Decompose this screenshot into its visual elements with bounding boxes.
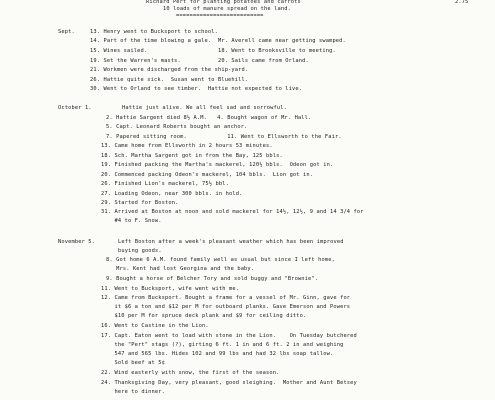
header-line-2: 10 loads of manure spread on the land.	[163, 6, 291, 12]
november-entry: 9. Bought a horse of Belcher Tory and sold buggy and "Brownie".	[106, 276, 319, 282]
october-entry: 7. Papered sitting room. 11. Went to Ellsworth to the Fair.	[106, 134, 342, 140]
november-entry: 8. Got home 6 A.M. found family well as usual but since I left home,	[106, 257, 335, 263]
september-entry: 26. Hattie quite sick. Susan went to Bluehill.	[90, 77, 249, 83]
november-entry: $10 per M for spruce deck plank and $9 for ceiling ditto.	[101, 313, 307, 319]
september-entry: 14. Part of the time blowing a gale. Mr. Averell came near getting swamped.	[90, 38, 346, 44]
november-month-label: November 5.	[58, 239, 96, 245]
november-entry: 11. Went to Bucksport, wife went with me.	[101, 286, 240, 292]
october-entry: 5. Capt. Leonard Roberts bought an anchor.	[106, 124, 248, 130]
november-entry: Mrs. Kent had lost Georgina and the baby.	[106, 266, 255, 272]
november-entry: 16. Went to Castine in the Lion.	[101, 323, 209, 329]
november-entry: Left Boston after a week's pleasant weather which has been improved	[118, 239, 344, 245]
september-entry: 21. Workmen were discharged from the ship-yard.	[90, 67, 249, 73]
october-entry: 19. Finished packing the Martha's mackerel, 120½ bbls. Odeon got in.	[101, 162, 334, 168]
header-line-1: Richard Pert for planting potatoes and carrots	[146, 0, 301, 5]
october-entry: 31. Arrived at Boston at noon and sold mackerel for 14½, 12½, 9 and 14 3/4 for	[101, 209, 364, 215]
november-entry: the "Pert" stags (?), girting 6 ft. 1 in and 6 ft. 2 in and weighing	[101, 342, 344, 348]
november-entry: 17. Capt. Eaton went to load with stone in the Lion. On Tuesday butchered	[101, 333, 357, 339]
october-entry: 29. Started for Boston.	[101, 200, 179, 206]
october-entry: Hattie just alive. We all feel sad and sorrowful.	[122, 105, 287, 111]
header-amount: 2.75	[455, 0, 469, 5]
september-entry: 30. Went to Orland to see timber. Hattie not expected to live.	[90, 86, 303, 92]
october-entry: 20. Commenced packing Odeon's mackerel, 104 bbls. Lion got in.	[101, 172, 314, 178]
october-entry: 2. Hattie Sargent died 8½ A.M. 4. Bought wagon of Mr. Hall.	[106, 115, 312, 121]
november-entry: here to dinner.	[101, 389, 165, 395]
october-entry: 27. Loading Odeon, near 300 bbls. in hold.	[101, 191, 243, 197]
october-entry: 13. Came home from Ellsworth in 2 hours 53 minutes.	[101, 143, 273, 149]
october-entry: 26. Finished Lion's mackerel, 75½ bbl.	[101, 181, 229, 187]
november-entry: 24. Thanksgiving Day, very pleasant, good sleighing. Mother and Aunt Betsey	[101, 380, 357, 386]
november-entry: 547 and 565 lbs. Hides 102 and 99 lbs and had 32 lbs soap tallow.	[101, 351, 334, 357]
october-entry: 18. Sch. Martha Sargent got in from the Bay, 125 bbls.	[101, 153, 283, 159]
november-entry: 22. Wind easterly with snow, the first of the season.	[101, 370, 280, 376]
header-divider: ==========================	[176, 13, 264, 19]
october-entry: #4 to F. Snow.	[101, 218, 162, 224]
september-entry: 13. Henry went to Bucksport to school.	[90, 29, 218, 35]
september-entry: 15. Wines sailed. 18. Went to Brooksville to meeting.	[90, 48, 336, 54]
september-month-label: Sept.	[58, 29, 75, 35]
november-entry: 12. Came from Bucksport. Bought a frame for a vessel of Mr. Ginn, gave for	[101, 295, 351, 301]
november-entry: Sold beef at 5¢	[101, 360, 165, 366]
october-month-label: October 1.	[58, 105, 92, 111]
november-entry: buying goods.	[118, 248, 162, 254]
september-entry: 19. Set the Warren's masts. 20. Sails came from Orland.	[90, 58, 309, 64]
november-entry: it $6 a ton and $12 per M for outboard planks. Gave Emerson and Powers	[101, 304, 351, 310]
